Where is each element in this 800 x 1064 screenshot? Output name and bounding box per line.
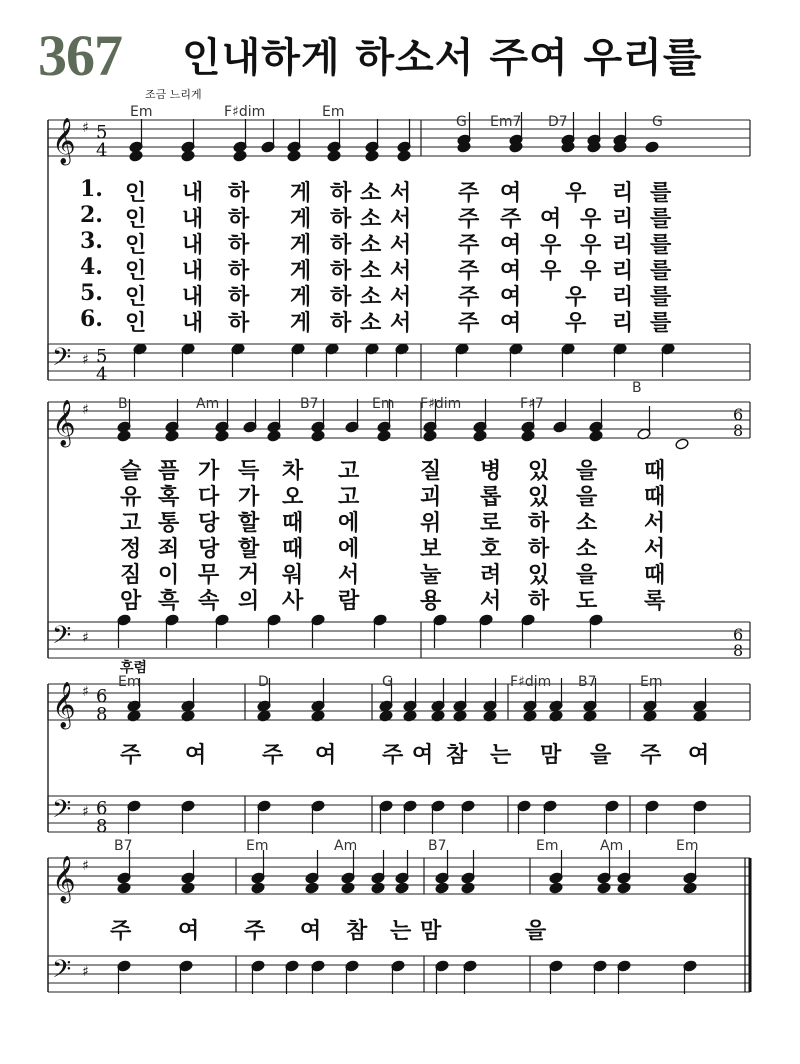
key-signature-sharp: ♯ [82,964,89,980]
lyric-syllable: 우 [580,258,602,284]
lyric-syllable: 우 [540,232,562,258]
lyric-syllable: 내 [182,310,204,336]
lyric-syllable: 서 [390,310,412,336]
note-head [311,430,325,442]
lyric-syllable: 로 [480,510,502,536]
refrain-syllable: 맘 [420,918,442,944]
chord-symbol: B7 [300,396,319,412]
note-head [377,430,391,442]
lyric-syllable: 우 [565,284,587,310]
lyric-syllable: 용 [420,588,442,614]
lyric-syllable: 를 [650,180,672,206]
refrain-syllable: 참 [346,918,368,944]
treble-clef-icon: 𝄞 [52,118,76,164]
lyric-syllable: 질 [420,458,442,484]
lyric-syllable: 를 [650,232,672,258]
lyric-syllable: 암 [120,588,142,614]
lyric-syllable: 의 [238,588,260,614]
note-head [165,430,179,442]
chord-symbol: B7 [578,674,597,690]
lyric-syllable: 하 [228,180,250,206]
lyric-syllable: 게 [290,310,312,336]
lyric-syllable: 를 [650,258,672,284]
lyric-syllable: 하 [228,284,250,310]
chord-symbol: Em [130,104,153,120]
lyric-syllable: 주 [458,284,480,310]
lyric-syllable: 때 [644,562,666,588]
lyric-syllable: 할 [238,536,260,562]
lyric-syllable: 롭 [480,484,502,510]
time-signature-bottom: 8 [96,704,108,725]
key-signature-sharp: ♯ [82,858,89,874]
chord-symbol: F♯dim [420,396,462,412]
lyric-syllable: 오 [282,484,304,510]
lyric-syllable: 보 [420,536,442,562]
lyric-syllable: 에 [338,536,360,562]
lyric-syllable: 주 [458,232,480,258]
note-head [287,150,301,162]
lyric-syllable: 하 [330,258,352,284]
key-signature-sharp: ♯ [82,630,89,646]
lyric-syllable: 소 [360,206,382,232]
note-head [645,141,659,153]
verse-number: 1. [80,176,103,202]
lyric-syllable: 인 [125,310,147,336]
lyric-syllable: 소 [360,258,382,284]
note-head [589,430,603,442]
note-head [549,882,563,894]
lyric-syllable: 려 [480,562,502,588]
tempo-marking: 조금 느리게 [145,88,202,101]
lyric-syllable: 가 [238,484,260,510]
lyric-syllable: 유 [120,484,142,510]
lyric-syllable: 워 [282,562,304,588]
chord-symbol: F♯7 [520,396,544,412]
chord-symbol: Em [536,838,559,854]
lyric-syllable: 게 [290,284,312,310]
lyric-syllable: 하 [228,206,250,232]
lyric-syllable: 우 [580,232,602,258]
lyric-syllable: 하 [228,310,250,336]
lyric-syllable: 소 [360,284,382,310]
lyric-syllable: 리 [612,258,634,284]
chord-symbol: B7 [428,838,447,854]
lyric-syllable: 를 [650,310,672,336]
lyric-syllable: 우 [580,206,602,232]
refrain-syllable: 주 [382,742,404,768]
lyric-syllable: 서 [644,536,666,562]
hymn-title: 인내하게 하소서 주여 우리를 [182,35,703,81]
lyric-syllable: 다 [198,484,220,510]
chord-symbol: G [456,114,467,130]
chord-symbol: B [118,396,128,412]
lyric-syllable: 득 [238,458,260,484]
refrain-syllable: 주 [244,918,266,944]
key-signature-sharp: ♯ [82,120,89,136]
lyric-syllable: 를 [650,284,672,310]
note-head [215,430,229,442]
lyric-syllable: 가 [198,458,220,484]
chord-symbol: D7 [548,114,568,130]
chord-symbol: G [382,674,393,690]
lyric-syllable: 리 [612,232,634,258]
verse-number: 6. [80,306,103,332]
lyric-syllable: 눌 [420,562,442,588]
refrain-syllable: 참 [446,742,468,768]
lyric-syllable: 사 [282,588,304,614]
lyric-syllable: 주 [458,258,480,284]
lyric-syllable: 서 [390,284,412,310]
lyric-syllable: 도 [576,588,598,614]
chord-symbol: Em [322,104,345,120]
bass-clef-icon: 𝄢 [52,343,72,378]
lyric-syllable: 이 [158,562,180,588]
lyric-syllable: 리 [612,284,634,310]
chord-symbol: Em [640,674,663,690]
chord-symbol: F♯dim [510,674,552,690]
lyric-syllable: 서 [390,180,412,206]
note-head [267,430,281,442]
lyric-syllable: 소 [360,180,382,206]
lyric-syllable: 여 [500,310,522,336]
refrain-syllable: 여 [300,918,322,944]
lyric-syllable: 때 [644,484,666,510]
lyric-syllable: 당 [198,536,220,562]
lyric-syllable: 인 [125,232,147,258]
lyric-syllable: 하 [330,232,352,258]
refrain-syllable: 는 [490,742,512,768]
key-signature-sharp: ♯ [82,804,89,820]
lyric-syllable: 혹 [158,484,180,510]
note-head [181,882,195,894]
lyric-syllable: 게 [290,206,312,232]
chord-symbol: D [258,674,269,690]
lyric-syllable: 게 [290,232,312,258]
refrain-syllable: 주 [110,918,132,944]
lyric-syllable: 있 [528,562,550,588]
lyric-syllable: 거 [238,562,260,588]
lyric-syllable: 서 [390,206,412,232]
lyric-syllable: 여 [500,232,522,258]
lyric-syllable: 통 [158,510,180,536]
chord-symbol: Am [600,838,624,854]
lyric-syllable: 하 [330,180,352,206]
note-head [305,882,319,894]
refrain-syllable: 맘 [540,742,562,768]
lyric-syllable: 하 [330,206,352,232]
time-signature-bottom: 4 [96,364,108,385]
note-head [233,150,247,162]
bass-clef-icon: 𝄢 [52,955,72,990]
lyric-syllable: 주 [458,206,480,232]
lyric-syllable: 소 [576,510,598,536]
chord-symbol: B [632,380,642,396]
lyric-syllable: 슬 [120,458,142,484]
lyric-syllable: 소 [360,310,382,336]
chord-symbol: F♯dim [224,104,266,120]
lyric-syllable: 서 [644,510,666,536]
lyric-syllable: 우 [565,180,587,206]
lyric-syllable: 소 [576,536,598,562]
lyric-syllable: 당 [198,510,220,536]
verse-number: 2. [80,202,103,228]
lyric-syllable: 하 [528,536,550,562]
lyric-syllable: 소 [360,232,382,258]
lyric-syllable: 속 [198,588,220,614]
lyric-syllable: 을 [576,484,598,510]
lyric-syllable: 주 [500,206,522,232]
key-signature-sharp: ♯ [82,402,89,418]
note-head [395,882,409,894]
lyric-syllable: 정 [120,536,142,562]
lyric-syllable: 서 [480,588,502,614]
lyric-syllable: 흑 [158,588,180,614]
refrain-syllable: 주 [120,742,142,768]
chord-symbol: Am [196,396,220,412]
verse-number: 5. [80,280,103,306]
lyric-syllable: 죄 [158,536,180,562]
lyric-syllable: 인 [125,180,147,206]
refrain-label: 후렴 [120,660,148,676]
lyric-syllable: 호 [480,536,502,562]
time-signature-bottom: 4 [96,140,108,161]
treble-clef-icon: 𝄞 [52,682,76,728]
note-head [461,882,475,894]
lyric-syllable: 하 [228,258,250,284]
treble-clef-icon: 𝄞 [52,400,76,446]
lyric-syllable: 게 [290,180,312,206]
lyric-syllable: 하 [228,232,250,258]
chord-symbol: Em [676,838,699,854]
lyric-syllable: 때 [282,510,304,536]
note-head [617,882,631,894]
lyric-syllable: 을 [576,458,598,484]
refrain-syllable: 을 [590,742,612,768]
chord-symbol: Am [334,838,358,854]
lyric-syllable: 서 [390,258,412,284]
lyric-syllable: 때 [282,536,304,562]
chord-symbol: Em [372,396,395,412]
treble-clef-icon: 𝄞 [52,856,76,902]
refrain-syllable: 는 [390,918,412,944]
note-head [473,430,487,442]
fermata-half-note [675,438,689,450]
verse-number: 4. [80,254,103,280]
note-head [397,150,411,162]
lyric-syllable: 할 [238,510,260,536]
lyric-syllable: 내 [182,180,204,206]
time-signature-top: 6 [733,405,744,424]
time-signature-top: 6 [96,686,108,707]
lyric-syllable: 리 [612,180,634,206]
note-head [371,882,385,894]
note-head [181,150,195,162]
key-signature-sharp: ♯ [82,684,89,700]
lyric-syllable: 게 [290,258,312,284]
note-head [435,882,449,894]
lyric-syllable: 서 [338,562,360,588]
lyric-syllable: 무 [198,562,220,588]
note-head [327,150,341,162]
refrain-syllable: 여 [315,742,337,768]
chord-symbol: Em [118,674,141,690]
time-signature-top: 6 [733,625,744,644]
chord-symbol: Em7 [490,114,522,130]
lyric-syllable: 내 [182,258,204,284]
lyric-syllable: 리 [612,310,634,336]
lyric-syllable: 내 [182,232,204,258]
note-head [129,150,143,162]
lyric-syllable: 때 [644,458,666,484]
lyric-syllable: 고 [338,484,360,510]
chord-symbol: Em [246,838,269,854]
note-head [251,882,265,894]
lyric-syllable: 서 [390,232,412,258]
lyric-syllable: 람 [338,588,360,614]
lyric-syllable: 픔 [158,458,180,484]
lyric-syllable: 내 [182,284,204,310]
lyric-syllable: 위 [420,510,442,536]
lyric-syllable: 인 [125,206,147,232]
note-head [341,882,355,894]
lyric-syllable: 주 [458,310,480,336]
note-head [683,882,697,894]
lyric-syllable: 고 [338,458,360,484]
lyric-syllable: 을 [576,562,598,588]
time-signature-top: 5 [96,122,108,143]
lyric-syllable: 괴 [420,484,442,510]
lyric-syllable: 하 [528,510,550,536]
note-head [117,430,131,442]
note-head [521,430,535,442]
lyric-syllable: 록 [644,588,666,614]
lyric-syllable: 차 [282,458,304,484]
time-signature-bottom: 8 [733,641,744,660]
lyric-syllable: 내 [182,206,204,232]
lyric-syllable: 우 [540,258,562,284]
lyric-syllable: 에 [338,510,360,536]
lyric-syllable: 하 [330,310,352,336]
verse-number: 3. [80,228,103,254]
refrain-syllable: 주 [262,742,284,768]
lyric-syllable: 하 [528,588,550,614]
key-signature-sharp: ♯ [82,352,89,368]
chord-symbol: G [652,114,663,130]
lyric-syllable: 있 [528,484,550,510]
lyric-syllable: 를 [650,206,672,232]
chord-symbol: B7 [114,838,133,854]
time-signature-bottom: 8 [733,421,744,440]
lyric-syllable: 우 [565,310,587,336]
note-head [597,882,611,894]
bass-clef-icon: 𝄢 [52,621,72,656]
note-head [365,150,379,162]
time-signature-top: 5 [96,346,108,367]
lyric-syllable: 인 [125,258,147,284]
refrain-syllable: 여 [688,742,710,768]
lyric-syllable: 여 [500,180,522,206]
note-head [423,430,437,442]
lyric-syllable: 주 [458,180,480,206]
refrain-syllable: 을 [525,918,547,944]
note-head [117,882,131,894]
bass-clef-icon: 𝄢 [52,795,72,830]
time-signature-top: 6 [96,798,108,819]
lyric-syllable: 여 [500,284,522,310]
lyric-syllable: 여 [500,258,522,284]
lyric-syllable: 여 [540,206,562,232]
lyric-syllable: 리 [612,206,634,232]
refrain-syllable: 여 [412,742,434,768]
hymn-number: 367 [38,23,122,88]
lyric-syllable: 하 [330,284,352,310]
lyric-syllable: 고 [120,510,142,536]
lyric-syllable: 짐 [120,562,142,588]
time-signature-bottom: 8 [96,816,108,837]
refrain-syllable: 주 [640,742,662,768]
lyric-syllable: 병 [480,458,502,484]
refrain-syllable: 여 [185,742,207,768]
refrain-syllable: 여 [178,918,200,944]
lyric-syllable: 인 [125,284,147,310]
lyric-syllable: 있 [528,458,550,484]
